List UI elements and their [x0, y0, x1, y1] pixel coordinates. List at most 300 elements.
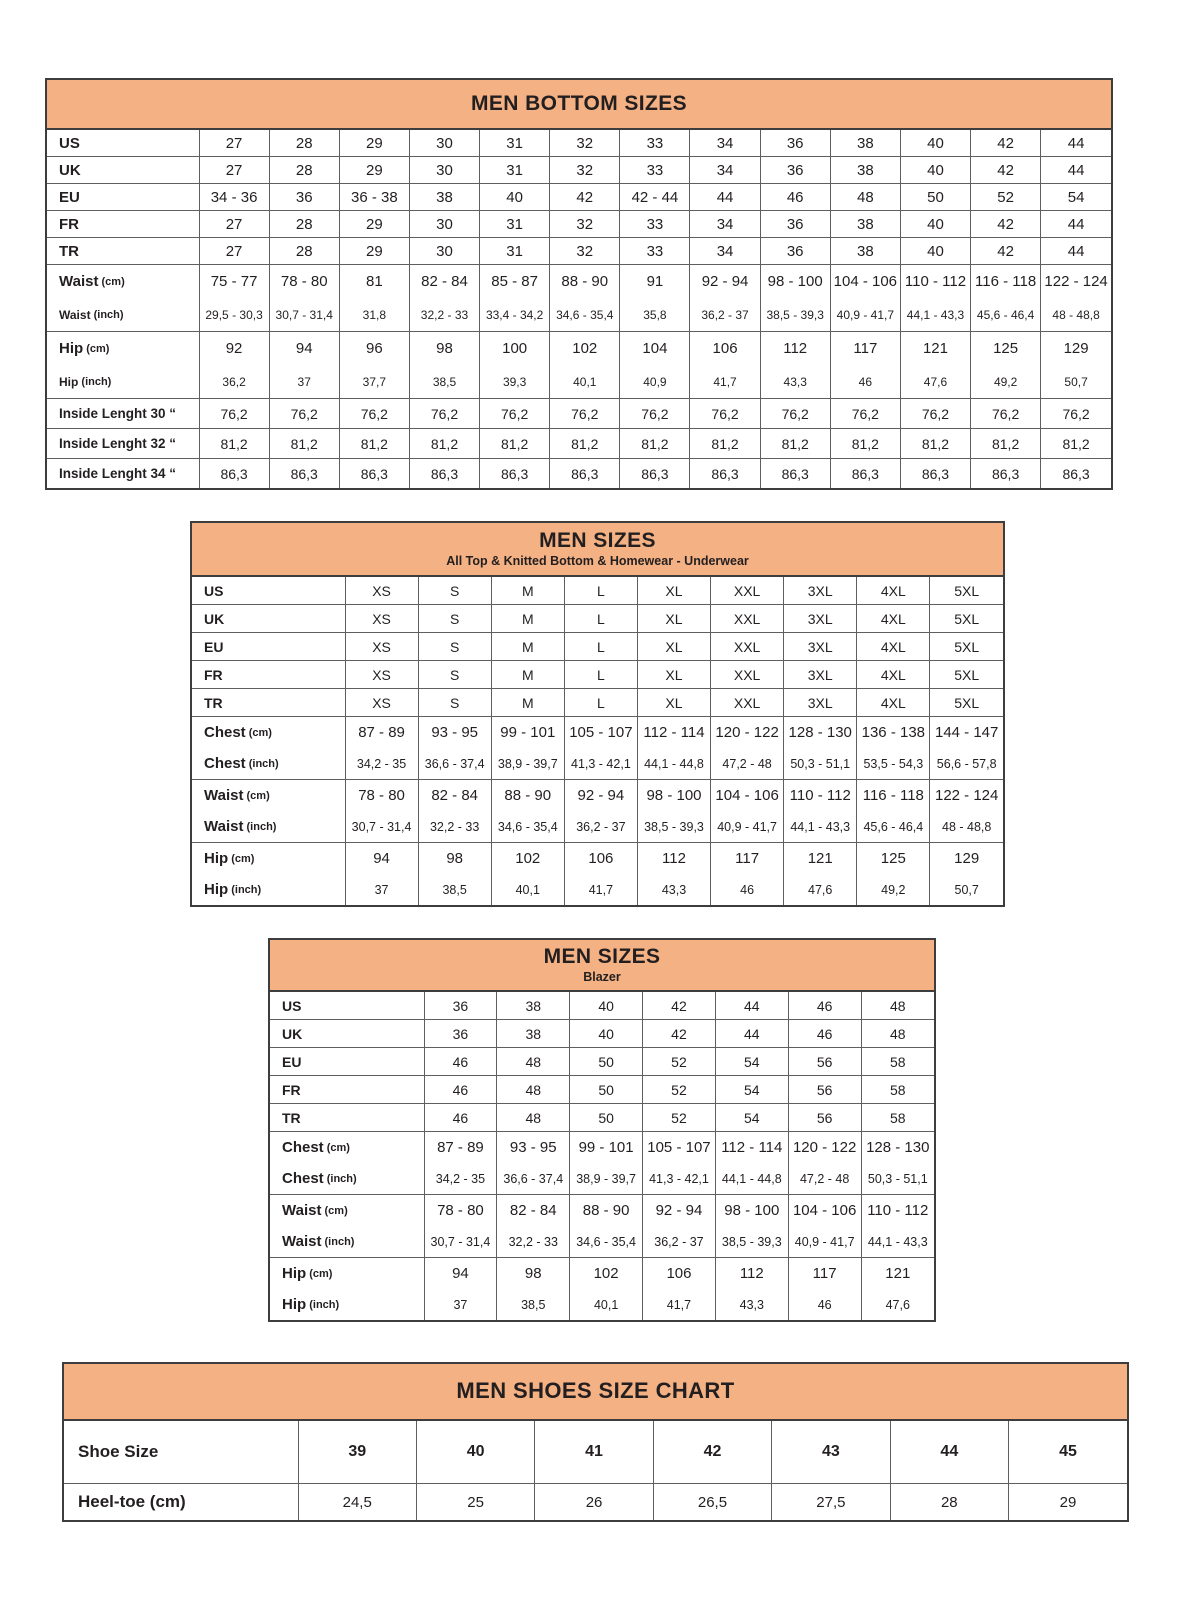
size-cell: 85 - 87 33,4 - 34,2	[480, 265, 550, 332]
size-cell: 128 - 130 50,3 - 51,1	[784, 717, 857, 780]
table-row	[47, 157, 1111, 184]
size-cell: 42	[653, 1421, 771, 1484]
size-cell: 76,2	[409, 399, 479, 429]
size-cell: 5XL	[954, 582, 980, 599]
size-cell: 92 - 94 36,2 - 37	[564, 780, 637, 843]
table-row	[47, 399, 1111, 429]
size-cell: 42	[643, 1020, 716, 1048]
size-cell: 112 - 114 44,1 - 44,8	[637, 717, 710, 780]
table-row	[192, 633, 1003, 661]
size-cell: 44	[715, 992, 788, 1020]
size-cell: 87 - 89 34,2 - 35	[424, 1132, 497, 1195]
size-cell: 92 36,2	[199, 332, 269, 399]
size-cell: 33	[620, 238, 690, 265]
table-row	[47, 459, 1111, 489]
table-row	[192, 843, 1003, 906]
size-cell: 44	[1041, 238, 1111, 265]
size-cell: 105 - 107 41,3 - 42,1	[564, 717, 637, 780]
size-cell: 144 - 147 56,6 - 57,8	[930, 717, 1003, 780]
table-row	[192, 661, 1003, 689]
table-row	[270, 1258, 934, 1321]
table-row	[47, 211, 1111, 238]
size-cell: 40	[900, 130, 970, 157]
size-cell: 125 49,2	[857, 843, 930, 906]
size-cell: 81,2	[480, 429, 550, 459]
size-cell: XS	[345, 633, 418, 661]
size-cell: 3XL	[784, 633, 857, 661]
men-sizes-top-table	[190, 521, 1005, 907]
size-cell: 125 49,2	[971, 332, 1041, 399]
size-cell: 30	[409, 157, 479, 184]
size-cell: 99 - 101 38,9 - 39,7	[570, 1132, 643, 1195]
size-cell: 34	[690, 130, 760, 157]
size-cell: 75 - 77 29,5 - 30,3	[199, 265, 269, 332]
table-title: MEN SHOES SIZE CHART	[456, 1378, 735, 1404]
size-cell: 40	[900, 211, 970, 238]
size-cell: M	[491, 633, 564, 661]
size-cell: 102 40,1	[491, 843, 564, 906]
size-cell: 38	[409, 184, 479, 211]
size-cell: 50	[570, 1048, 643, 1076]
table-title: MEN SIZES	[539, 529, 656, 553]
table-row	[270, 1132, 934, 1195]
table-row	[192, 717, 1003, 780]
size-cell: XL	[637, 661, 710, 689]
row-label: Shoe Size	[64, 1421, 298, 1484]
size-cell: 86,3	[409, 459, 479, 489]
row-label: Heel-toe (cm)	[64, 1484, 298, 1521]
size-cell: 86,3	[690, 459, 760, 489]
size-cell: 76,2	[550, 399, 620, 429]
size-cell: 92 - 94 36,2 - 37	[643, 1195, 716, 1258]
size-cell: 42	[971, 157, 1041, 184]
size-cell: 121 47,6	[900, 332, 970, 399]
size-cell: 29	[339, 211, 409, 238]
size-cell: 104 - 106 40,9 - 41,7	[711, 780, 784, 843]
size-cell: M	[491, 689, 564, 717]
size-cell: 112 43,3	[715, 1258, 788, 1321]
size-cell: 28	[269, 238, 339, 265]
size-cell: 31	[480, 238, 550, 265]
table-title: MEN BOTTOM SIZES	[470, 92, 688, 116]
size-cell: 50	[570, 1076, 643, 1104]
size-cell: 38	[830, 130, 900, 157]
size-cell: 76,2	[620, 399, 690, 429]
size-cell: 86,3	[480, 459, 550, 489]
size-cell: 36	[269, 184, 339, 211]
size-cell: S	[418, 633, 491, 661]
size-cell: 81,2	[830, 429, 900, 459]
size-cell: 36	[760, 157, 830, 184]
table-row	[270, 1104, 934, 1132]
size-cell: 30	[409, 238, 479, 265]
size-cell: 46	[424, 1076, 497, 1104]
size-cell: 48	[497, 1104, 570, 1132]
size-cell: 86,3	[550, 459, 620, 489]
size-cell: 46	[424, 1104, 497, 1132]
size-cell: 44	[1041, 157, 1111, 184]
size-cell: 93 - 95 36,6 - 37,4	[418, 717, 491, 780]
size-cell: 82 - 84 32,2 - 33	[409, 265, 479, 332]
size-cell: 88 - 90 34,6 - 35,4	[491, 780, 564, 843]
size-cell: XXL	[711, 661, 784, 689]
size-cell: 117 46	[711, 843, 784, 906]
size-cell: 42	[550, 184, 620, 211]
row-label: US	[192, 577, 345, 605]
size-cell: XS	[345, 577, 418, 605]
size-cell: 102 40,1	[550, 332, 620, 399]
size-cell: 38	[497, 1020, 570, 1048]
size-cell: 46	[788, 1020, 861, 1048]
size-cell: 56	[788, 1076, 861, 1104]
size-cell: 82 - 84 32,2 - 33	[497, 1195, 570, 1258]
size-cell: 86,3	[1041, 459, 1111, 489]
row-label: EU	[192, 633, 345, 661]
size-cell: 112 43,3	[637, 843, 710, 906]
size-cell: 81,2	[269, 429, 339, 459]
size-cell: 46	[424, 1048, 497, 1076]
row-label: Inside Lenght 34 “	[47, 459, 199, 489]
size-cell: 34 - 36	[199, 184, 269, 211]
size-cell: 122 - 124 48 - 48,8	[930, 780, 1003, 843]
size-cell: 31	[480, 130, 550, 157]
size-cell: 42	[971, 211, 1041, 238]
size-cell: 38	[830, 211, 900, 238]
row-label: Inside Lenght 32 “	[47, 429, 199, 459]
row-label: UK	[192, 605, 345, 633]
size-cell: 81,2	[550, 429, 620, 459]
row-label: FR	[192, 661, 345, 689]
size-cell: 106 41,7	[690, 332, 760, 399]
size-cell: 93 - 95 36,6 - 37,4	[497, 1132, 570, 1195]
size-cell: 76,2	[971, 399, 1041, 429]
size-cell: 36	[760, 238, 830, 265]
men-shoes-size-table	[62, 1362, 1129, 1522]
size-cell: 98 - 100 38,5 - 39,3	[715, 1195, 788, 1258]
size-cell: 50	[900, 184, 970, 211]
size-cell: 104 40,9	[620, 332, 690, 399]
table-row	[192, 605, 1003, 633]
size-cell: 3XL	[784, 661, 857, 689]
size-cell: 105 - 107 41,3 - 42,1	[643, 1132, 716, 1195]
size-cell: 87 - 89 34,2 - 35	[345, 717, 418, 780]
size-cell: 52	[643, 1076, 716, 1104]
size-cell: 128 - 130 50,3 - 51,1	[861, 1132, 934, 1195]
size-cell: 28	[269, 130, 339, 157]
table-title: MEN SIZES	[543, 945, 661, 969]
table-row	[192, 577, 1003, 605]
size-cell: 116 - 118 45,6 - 46,4	[971, 265, 1041, 332]
table-subtitle: All Top & Knitted Bottom & Homewear - Underwear	[446, 553, 749, 568]
size-cell: XL	[637, 605, 710, 633]
size-cell: 38	[830, 157, 900, 184]
size-cell: 5XL	[930, 605, 1003, 633]
row-label: TR	[47, 238, 199, 265]
size-cell: 29	[339, 130, 409, 157]
size-cell: 46	[788, 992, 861, 1020]
row-label: Waist (cm) Waist (inch)	[47, 265, 199, 332]
size-cell: 36 - 38	[339, 184, 409, 211]
men-sizes-top-grid	[192, 577, 1003, 905]
size-cell: XL	[637, 577, 710, 605]
men-sizes-top-header	[192, 523, 1003, 577]
size-cell: 92 - 94 36,2 - 37	[690, 265, 760, 332]
size-cell: 76,2	[199, 399, 269, 429]
size-cell: 81,2	[1041, 429, 1111, 459]
size-cell: 48	[889, 997, 906, 1014]
size-cell: 50	[570, 1104, 643, 1132]
size-cell: 110 - 112 44,1 - 43,3	[900, 265, 970, 332]
size-cell: XS	[345, 661, 418, 689]
size-cell: 96 37,7	[339, 332, 409, 399]
size-cell: 78 - 80 30,7 - 31,4	[345, 780, 418, 843]
size-cell: M	[491, 661, 564, 689]
size-cell: 26,5	[653, 1484, 771, 1521]
size-cell: 28	[890, 1484, 1008, 1521]
size-cell: 42	[971, 130, 1041, 157]
size-cell: 120 - 122 47,2 - 48	[788, 1132, 861, 1195]
size-cell: 3XL	[784, 577, 857, 605]
size-cell: 110 - 112 44,1 - 43,3	[861, 1195, 934, 1258]
size-cell: 48	[497, 1048, 570, 1076]
size-cell: XXL	[711, 577, 784, 605]
size-cell: 116 - 118 45,6 - 46,4	[857, 780, 930, 843]
men-sizes-blazer-header	[270, 940, 934, 992]
table-row	[64, 1484, 1127, 1521]
size-cell: 45	[1059, 1443, 1077, 1460]
row-label: Hip (cm) Hip (inch)	[47, 332, 199, 399]
table-row	[47, 238, 1111, 265]
size-cell: 34	[690, 157, 760, 184]
size-cell: 98 38,5	[409, 332, 479, 399]
size-cell: L	[564, 605, 637, 633]
table-row	[270, 1076, 934, 1104]
size-cell: 76,2	[339, 399, 409, 429]
size-cell: 28	[269, 211, 339, 238]
size-cell: 52	[971, 184, 1041, 211]
size-cell: 38	[830, 238, 900, 265]
size-cell: 54	[715, 1076, 788, 1104]
row-label: FR	[270, 1076, 424, 1104]
table-row	[192, 780, 1003, 843]
size-cell: XXL	[711, 605, 784, 633]
size-cell: 98 38,5	[497, 1258, 570, 1321]
size-cell: 27	[199, 157, 269, 184]
size-cell: XXL	[711, 689, 784, 717]
size-cell: 54	[715, 1104, 788, 1132]
size-cell: 117 46	[788, 1258, 861, 1321]
size-cell: 81,2	[690, 429, 760, 459]
table-row	[270, 1020, 934, 1048]
size-cell: 56	[788, 1104, 861, 1132]
size-cell: 39	[298, 1421, 416, 1484]
size-cell: 78 - 80 30,7 - 31,4	[269, 265, 339, 332]
size-cell: 98 - 100 38,5 - 39,3	[637, 780, 710, 843]
row-label: Waist (cm) Waist (inch)	[192, 780, 345, 843]
size-cell: 76,2	[480, 399, 550, 429]
row-label: Waist (cm) Waist (inch)	[270, 1195, 424, 1258]
size-cell: 94 37	[345, 843, 418, 906]
size-cell: 121 47,6	[861, 1258, 934, 1321]
size-cell: 42 - 44	[620, 184, 690, 211]
row-label: EU	[270, 1048, 424, 1076]
table-row	[192, 689, 1003, 717]
size-cell: 3XL	[784, 689, 857, 717]
size-cell: 4XL	[857, 661, 930, 689]
size-cell: 40	[416, 1421, 534, 1484]
size-cell: 41	[535, 1421, 653, 1484]
size-cell: 76,2	[690, 399, 760, 429]
size-cell: 98 38,5	[418, 843, 491, 906]
size-cell: 81,2	[971, 429, 1041, 459]
size-cell: 110 - 112 44,1 - 43,3	[784, 780, 857, 843]
size-cell: 129 50,7	[930, 843, 1003, 906]
row-label: Chest (cm) Chest (inch)	[192, 717, 345, 780]
size-cell: 121 47,6	[784, 843, 857, 906]
size-cell: 122 - 124 48 - 48,8	[1041, 265, 1111, 332]
table-row	[47, 332, 1111, 399]
row-label: TR	[270, 1104, 424, 1132]
size-cell: 31	[480, 211, 550, 238]
size-cell: 98 - 100 38,5 - 39,3	[760, 265, 830, 332]
size-cell: 58	[861, 1048, 934, 1076]
table-row	[64, 1421, 1127, 1484]
size-cell: 117 46	[830, 332, 900, 399]
size-cell: 36	[760, 211, 830, 238]
size-cell: 40	[900, 157, 970, 184]
size-cell: 36	[424, 1020, 497, 1048]
size-cell: 31	[480, 157, 550, 184]
size-cell: 129 50,7	[1041, 332, 1111, 399]
size-cell: 44	[1041, 211, 1111, 238]
size-cell: 25	[416, 1484, 534, 1521]
size-cell: 104 - 106 40,9 - 41,7	[788, 1195, 861, 1258]
size-cell: 43	[772, 1421, 890, 1484]
size-cell: 33	[620, 211, 690, 238]
row-label: TR	[192, 689, 345, 717]
size-cell: 32	[550, 238, 620, 265]
size-cell: 88 - 90 34,6 - 35,4	[550, 265, 620, 332]
size-cell: 86,3	[620, 459, 690, 489]
size-cell: XS	[345, 605, 418, 633]
size-cell: 100 39,3	[480, 332, 550, 399]
size-cell: 106 41,7	[643, 1258, 716, 1321]
size-cell: 30	[409, 211, 479, 238]
size-cell: 44	[1067, 134, 1085, 152]
men-shoes-size-grid	[64, 1421, 1127, 1520]
size-cell: L	[564, 661, 637, 689]
size-cell: 48	[830, 184, 900, 211]
size-cell: 46	[760, 184, 830, 211]
size-cell: 52	[643, 1104, 716, 1132]
size-cell: 38	[497, 992, 570, 1020]
size-cell: 5XL	[930, 661, 1003, 689]
table-row	[47, 130, 1111, 157]
size-cell: 42	[643, 992, 716, 1020]
size-cell: 58	[861, 1104, 934, 1132]
size-cell: 40	[570, 992, 643, 1020]
row-label: US	[270, 992, 424, 1020]
size-cell: 40	[480, 184, 550, 211]
row-label: UK	[47, 157, 199, 184]
size-cell: S	[418, 689, 491, 717]
table-row	[47, 429, 1111, 459]
size-cell: 78 - 80 30,7 - 31,4	[424, 1195, 497, 1258]
size-cell: 32	[550, 211, 620, 238]
size-cell: 29	[339, 238, 409, 265]
men-shoes-size-header	[64, 1364, 1127, 1421]
men-sizes-blazer-table	[268, 938, 936, 1322]
size-cell: 86,3	[971, 459, 1041, 489]
size-cell: 86,3	[269, 459, 339, 489]
size-cell: 81,2	[900, 429, 970, 459]
table-row	[47, 265, 1111, 332]
size-cell: 76,2	[900, 399, 970, 429]
size-cell: 86,3	[339, 459, 409, 489]
size-cell: 99 - 101 38,9 - 39,7	[491, 717, 564, 780]
size-cell: 32	[550, 130, 620, 157]
size-cell: 102 40,1	[570, 1258, 643, 1321]
size-cell: 81,2	[620, 429, 690, 459]
row-label: UK	[270, 1020, 424, 1048]
size-cell: 76,2	[269, 399, 339, 429]
size-cell: 58	[861, 1076, 934, 1104]
table-row	[270, 1195, 934, 1258]
size-cell: 76,2	[1041, 399, 1111, 429]
size-cell: 34	[690, 238, 760, 265]
size-cell: 29	[339, 157, 409, 184]
size-cell: 36	[760, 130, 830, 157]
size-cell: 136 - 138 53,5 - 54,3	[857, 717, 930, 780]
size-cell: 44	[715, 1020, 788, 1048]
size-cell: 40	[900, 238, 970, 265]
table-row	[47, 184, 1111, 211]
size-cell: 112 43,3	[760, 332, 830, 399]
size-cell: 86,3	[760, 459, 830, 489]
size-cell: 91 35,8	[620, 265, 690, 332]
size-cell: 33	[620, 130, 690, 157]
size-cell: 112 - 114 44,1 - 44,8	[715, 1132, 788, 1195]
size-cell: 32	[550, 157, 620, 184]
size-cell: 120 - 122 47,2 - 48	[711, 717, 784, 780]
men-sizes-blazer-grid	[270, 992, 934, 1320]
men-bottom-sizes-table	[45, 78, 1113, 490]
size-cell: XL	[637, 633, 710, 661]
size-cell: 3XL	[784, 605, 857, 633]
size-cell: XL	[637, 689, 710, 717]
size-cell: 5XL	[930, 689, 1003, 717]
size-cell: 54	[715, 1048, 788, 1076]
size-cell: 28	[269, 157, 339, 184]
size-cell: M	[491, 577, 564, 605]
size-cell: 104 - 106 40,9 - 41,7	[830, 265, 900, 332]
table-row	[270, 992, 934, 1020]
size-cell: 29	[1009, 1484, 1127, 1521]
size-cell: 81,2	[409, 429, 479, 459]
size-cell: 86,3	[830, 459, 900, 489]
size-cell: 27	[199, 238, 269, 265]
size-cell: 106 41,7	[564, 843, 637, 906]
row-label: US	[47, 130, 199, 157]
size-cell: 27	[199, 211, 269, 238]
size-cell: 4XL	[857, 605, 930, 633]
men-bottom-sizes-grid	[47, 130, 1111, 488]
size-cell: 30	[409, 130, 479, 157]
size-cell: 26	[535, 1484, 653, 1521]
size-cell: 24,5	[298, 1484, 416, 1521]
size-cell: 88 - 90 34,6 - 35,4	[570, 1195, 643, 1258]
size-cell: 81,2	[199, 429, 269, 459]
